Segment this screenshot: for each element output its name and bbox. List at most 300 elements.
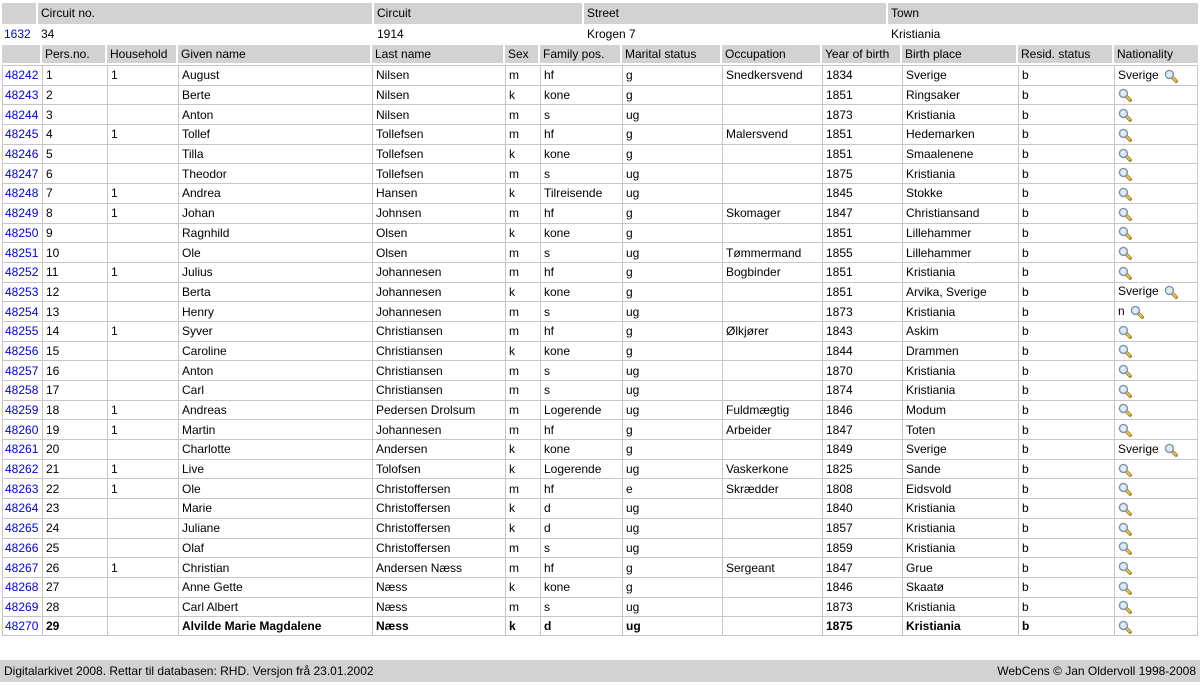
- cell-resid-status: b: [1018, 518, 1114, 538]
- table-row: [2, 183, 1198, 203]
- cell-birth-place: Kristiania: [902, 518, 1018, 538]
- column-header-nationality: Nationality: [1114, 45, 1198, 65]
- cell-birth-place: Kristiania: [902, 360, 1018, 380]
- cell-household: [107, 498, 178, 518]
- record-link[interactable]: 48267: [5, 560, 39, 575]
- cell-last-name: Næss: [372, 577, 505, 597]
- cell-occupation: Snedkersvend: [722, 65, 822, 85]
- record-id-cell: [2, 400, 42, 420]
- record-id-cell: [2, 321, 42, 341]
- cell-last-name: Olsen: [372, 242, 505, 262]
- cell-given-name: Christian: [178, 557, 372, 577]
- search-icon[interactable]: [1118, 207, 1132, 221]
- cell-sex: k: [505, 282, 540, 302]
- table-row: [2, 321, 1198, 341]
- cell-resid-status: b: [1018, 400, 1114, 420]
- cell-nationality: [1114, 577, 1198, 597]
- column-header-resid-status: Resid. status: [1018, 45, 1114, 65]
- cell-family-pos: kone: [540, 223, 622, 243]
- cell-nationality: [1114, 538, 1198, 558]
- cell-pers-no: 2: [42, 85, 107, 105]
- search-icon[interactable]: [1118, 384, 1132, 398]
- cell-pers-no: 19: [42, 419, 107, 439]
- table-row: [2, 577, 1198, 597]
- cell-circuit: 1914: [377, 27, 404, 41]
- cell-birth-year: 1875: [822, 616, 902, 636]
- record-link[interactable]: 48261: [5, 442, 39, 457]
- cell-nationality: [1114, 518, 1198, 538]
- cell-nationality: [1114, 439, 1198, 459]
- cell-occupation: [722, 538, 822, 558]
- cell-household: 1: [107, 183, 178, 203]
- cell-birth-year: 1851: [822, 223, 902, 243]
- record-id-cell: [2, 419, 42, 439]
- cell-resid-status: b: [1018, 65, 1114, 85]
- cell-household: 1: [107, 419, 178, 439]
- cell-family-pos: kone: [540, 341, 622, 361]
- search-icon[interactable]: [1118, 167, 1132, 181]
- cell-household: [107, 144, 178, 164]
- search-icon[interactable]: [1118, 502, 1132, 516]
- search-icon[interactable]: [1118, 482, 1132, 496]
- cell-resid-status: b: [1018, 597, 1114, 617]
- cell-given-name: Anton: [178, 360, 372, 380]
- search-icon[interactable]: [1164, 69, 1178, 83]
- cell-household: 1: [107, 400, 178, 420]
- cell-last-name: Christoffersen: [372, 538, 505, 558]
- record-link[interactable]: 48256: [5, 343, 39, 358]
- cell-resid-status: b: [1018, 557, 1114, 577]
- cell-pers-no: 29: [42, 616, 107, 636]
- cell-resid-status: b: [1018, 124, 1114, 144]
- cell-family-pos: s: [540, 301, 622, 321]
- search-icon[interactable]: [1118, 403, 1132, 417]
- cell-occupation: [722, 301, 822, 321]
- column-header-sex: Sex: [505, 45, 540, 65]
- cell-given-name: Berte: [178, 85, 372, 105]
- column-header-birth-year: Year of birth: [822, 45, 902, 65]
- table-row: [2, 478, 1198, 498]
- cell-marital-status: e: [622, 478, 722, 498]
- record-id-cell: [2, 597, 42, 617]
- cell-nationality: [1114, 262, 1198, 282]
- cell-birth-place: Kristiania: [902, 262, 1018, 282]
- record-id-cell: [2, 301, 42, 321]
- cell-family-pos: kone: [540, 439, 622, 459]
- search-icon[interactable]: [1118, 148, 1132, 162]
- cell-family-pos: hf: [540, 419, 622, 439]
- record-id-cell: [2, 518, 42, 538]
- cell-nationality: [1114, 400, 1198, 420]
- search-icon[interactable]: [1118, 344, 1132, 358]
- cell-given-name: Berta: [178, 282, 372, 302]
- cell-last-name: Christiansen: [372, 341, 505, 361]
- table-row: [2, 85, 1198, 105]
- cell-pers-no: 27: [42, 577, 107, 597]
- search-icon[interactable]: [1164, 443, 1178, 457]
- cell-household: [107, 163, 178, 183]
- cell-sex: m: [505, 597, 540, 617]
- cell-given-name: Andrea: [178, 183, 372, 203]
- cell-nationality: [1114, 203, 1198, 223]
- cell-birth-year: 1845: [822, 183, 902, 203]
- record-id-cell: [2, 85, 42, 105]
- record-link[interactable]: 48262: [5, 462, 39, 477]
- record-link[interactable]: 48257: [5, 363, 39, 378]
- cell-sex: m: [505, 557, 540, 577]
- record-link[interactable]: 48266: [5, 540, 39, 555]
- record-link[interactable]: 48255: [5, 324, 39, 339]
- search-icon[interactable]: [1118, 364, 1132, 378]
- table-row: [2, 203, 1198, 223]
- search-icon[interactable]: [1118, 128, 1132, 142]
- cell-last-name: Hansen: [372, 183, 505, 203]
- cell-family-pos: hf: [540, 557, 622, 577]
- search-icon[interactable]: [1118, 246, 1132, 260]
- cell-last-name: Nilsen: [372, 104, 505, 124]
- cell-resid-status: b: [1018, 459, 1114, 479]
- record-link[interactable]: 48253: [5, 284, 39, 299]
- cell-household: [107, 85, 178, 105]
- cell-birth-year: 1846: [822, 577, 902, 597]
- column-header-street: Street: [584, 3, 888, 24]
- cell-family-pos: hf: [540, 65, 622, 85]
- cell-marital-status: ug: [622, 616, 722, 636]
- cell-given-name: Martin: [178, 419, 372, 439]
- cell-birth-place: Kristiania: [902, 104, 1018, 124]
- search-icon[interactable]: [1118, 463, 1132, 477]
- cell-marital-status: ug: [622, 459, 722, 479]
- search-icon[interactable]: [1118, 187, 1132, 201]
- cell-marital-status: g: [622, 341, 722, 361]
- column-header-family-pos: Family pos.: [540, 45, 622, 65]
- record-link[interactable]: 48268: [5, 580, 39, 595]
- persons-table: [2, 45, 1198, 636]
- cell-given-name: Theodor: [178, 163, 372, 183]
- cell-sex: m: [505, 203, 540, 223]
- cell-nationality: [1114, 341, 1198, 361]
- column-header-town: Town: [888, 3, 1198, 24]
- search-icon[interactable]: [1118, 522, 1132, 536]
- cell-pers-no: 3: [42, 104, 107, 124]
- cell-family-pos: Logerende: [540, 400, 622, 420]
- cell-resid-status: b: [1018, 301, 1114, 321]
- cell-marital-status: g: [622, 282, 722, 302]
- cell-family-pos: kone: [540, 282, 622, 302]
- cell-given-name: Ole: [178, 242, 372, 262]
- record-id-cell: [2, 478, 42, 498]
- cell-last-name: Tollefsen: [372, 163, 505, 183]
- cell-nationality: [1114, 124, 1198, 144]
- cell-pers-no: 21: [42, 459, 107, 479]
- search-icon[interactable]: [1130, 305, 1144, 319]
- table-row: [2, 419, 1198, 439]
- record-id-cell: [2, 557, 42, 577]
- cell-nationality: [1114, 104, 1198, 124]
- cell-household: [107, 341, 178, 361]
- record-id-cell: [2, 104, 42, 124]
- cell-given-name: Marie: [178, 498, 372, 518]
- record-link[interactable]: 48250: [5, 225, 39, 240]
- cell-household: 1: [107, 65, 178, 85]
- cell-occupation: [722, 183, 822, 203]
- record-link[interactable]: 48249: [5, 206, 39, 221]
- cell-pers-no: 13: [42, 301, 107, 321]
- record-link[interactable]: 48263: [5, 481, 39, 496]
- cell-household: [107, 360, 178, 380]
- cell-resid-status: b: [1018, 360, 1114, 380]
- column-header-circuit-no: Circuit no.: [38, 3, 374, 24]
- cell-nationality: [1114, 85, 1198, 105]
- record-link[interactable]: 48265: [5, 521, 39, 536]
- search-icon[interactable]: [1118, 226, 1132, 240]
- cell-pers-no: 7: [42, 183, 107, 203]
- search-icon[interactable]: [1118, 600, 1132, 614]
- cell-given-name: Anne Gette: [178, 577, 372, 597]
- cell-last-name: Næss: [372, 597, 505, 617]
- cell-birth-place: Hedemarken: [902, 124, 1018, 144]
- cell-nationality: [1114, 65, 1198, 85]
- cell-resid-status: b: [1018, 104, 1114, 124]
- cell-family-pos: hf: [540, 203, 622, 223]
- record-link[interactable]: 48248: [5, 186, 39, 201]
- cell-given-name: Carl Albert: [178, 597, 372, 617]
- cell-nationality: [1114, 557, 1198, 577]
- cell-sex: k: [505, 223, 540, 243]
- cell-birth-place: Lillehammer: [902, 223, 1018, 243]
- cell-birth-place: Kristiania: [902, 380, 1018, 400]
- cell-given-name: August: [178, 65, 372, 85]
- record-link[interactable]: 48264: [5, 501, 39, 516]
- cell-nationality: [1114, 380, 1198, 400]
- cell-household: [107, 301, 178, 321]
- table-row: [2, 400, 1198, 420]
- cell-birth-place: Eidsvold: [902, 478, 1018, 498]
- cell-given-name: Alvilde Marie Magdalene: [178, 616, 372, 636]
- cell-marital-status: g: [622, 203, 722, 223]
- cell-marital-status: g: [622, 124, 722, 144]
- cell-birth-place: Kristiania: [902, 538, 1018, 558]
- cell-birth-place: Sverige: [902, 439, 1018, 459]
- search-icon[interactable]: [1118, 561, 1132, 575]
- cell-sex: m: [505, 419, 540, 439]
- record-link[interactable]: 48254: [5, 304, 39, 319]
- record-link[interactable]: 48260: [5, 422, 39, 437]
- cell-resid-status: b: [1018, 262, 1114, 282]
- cell-marital-status: g: [622, 439, 722, 459]
- record-id-cell: [2, 439, 42, 459]
- search-icon[interactable]: [1118, 266, 1132, 280]
- circuit-header-row: [2, 3, 1198, 24]
- record-id-cell: [2, 65, 42, 85]
- cell-sex: m: [505, 104, 540, 124]
- cell-marital-status: ug: [622, 400, 722, 420]
- cell-household: 1: [107, 459, 178, 479]
- cell-birth-year: 1840: [822, 498, 902, 518]
- search-icon[interactable]: [1118, 423, 1132, 437]
- search-icon[interactable]: [1118, 581, 1132, 595]
- cell-birth-year: 1851: [822, 282, 902, 302]
- circuit-table: [2, 3, 1198, 44]
- record-id-cell: [2, 341, 42, 361]
- cell-sex: m: [505, 242, 540, 262]
- footer-credit-right: WebCens © Jan Oldervoll 1998-2008: [997, 663, 1196, 678]
- cell-given-name: Ole: [178, 478, 372, 498]
- cell-nationality: [1114, 419, 1198, 439]
- cell-birth-year: 1847: [822, 419, 902, 439]
- cell-birth-place: Modum: [902, 400, 1018, 420]
- cell-resid-status: b: [1018, 321, 1114, 341]
- cell-nationality: [1114, 144, 1198, 164]
- cell-family-pos: kone: [540, 85, 622, 105]
- search-icon[interactable]: [1164, 285, 1178, 299]
- cell-household: [107, 104, 178, 124]
- cell-last-name: Næss: [372, 616, 505, 636]
- cell-resid-status: b: [1018, 223, 1114, 243]
- record-link[interactable]: 48243: [5, 88, 39, 103]
- search-icon[interactable]: [1118, 88, 1132, 102]
- cell-resid-status: b: [1018, 577, 1114, 597]
- nationality-text: n: [1118, 304, 1125, 319]
- cell-sex: m: [505, 163, 540, 183]
- cell-last-name: Olsen: [372, 223, 505, 243]
- column-header-household: Household: [107, 45, 178, 65]
- cell-birth-place: Kristiania: [902, 498, 1018, 518]
- cell-sex: m: [505, 400, 540, 420]
- cell-birth-place: Kristiania: [902, 616, 1018, 636]
- persons-corner-cell: [2, 45, 42, 65]
- record-link[interactable]: 48258: [5, 383, 39, 398]
- cell-marital-status: g: [622, 419, 722, 439]
- search-icon[interactable]: [1118, 108, 1132, 122]
- cell-birth-place: Ringsaker: [902, 85, 1018, 105]
- circuit-corner-cell: [2, 3, 38, 24]
- table-row: [2, 301, 1198, 321]
- table-row: [2, 360, 1198, 380]
- record-id-cell: [2, 282, 42, 302]
- cell-marital-status: ug: [622, 163, 722, 183]
- cell-resid-status: b: [1018, 85, 1114, 105]
- record-link[interactable]: 48244: [5, 107, 39, 122]
- cell-birth-year: 1855: [822, 242, 902, 262]
- record-link[interactable]: 48245: [5, 127, 39, 142]
- record-id-cell: [2, 163, 42, 183]
- cell-pers-no: 8: [42, 203, 107, 223]
- cell-resid-status: b: [1018, 498, 1114, 518]
- cell-birth-place: Kristiania: [902, 597, 1018, 617]
- cell-marital-status: ug: [622, 301, 722, 321]
- cell-last-name: Christiansen: [372, 380, 505, 400]
- record-id-cell: [2, 498, 42, 518]
- record-id-cell: [2, 577, 42, 597]
- cell-last-name: Johnsen: [372, 203, 505, 223]
- circuit-record-link[interactable]: 1632: [4, 27, 31, 41]
- cell-household: 1: [107, 203, 178, 223]
- cell-family-pos: s: [540, 538, 622, 558]
- cell-resid-status: b: [1018, 419, 1114, 439]
- cell-sex: k: [505, 341, 540, 361]
- cell-occupation: Skomager: [722, 203, 822, 223]
- cell-pers-no: 28: [42, 597, 107, 617]
- cell-occupation: [722, 518, 822, 538]
- cell-given-name: Olaf: [178, 538, 372, 558]
- cell-occupation: [722, 85, 822, 105]
- cell-birth-place: Skaatø: [902, 577, 1018, 597]
- search-icon[interactable]: [1118, 325, 1132, 339]
- cell-household: 1: [107, 557, 178, 577]
- circuit-value-row: [2, 24, 1198, 44]
- cell-pers-no: 1: [42, 65, 107, 85]
- cell-birth-place: Kristiania: [902, 163, 1018, 183]
- cell-family-pos: kone: [540, 144, 622, 164]
- persons-tbody: [2, 65, 1198, 636]
- record-id-cell: [2, 538, 42, 558]
- cell-last-name: Nilsen: [372, 65, 505, 85]
- cell-birth-year: 1851: [822, 144, 902, 164]
- cell-household: 1: [107, 321, 178, 341]
- cell-resid-status: b: [1018, 163, 1114, 183]
- record-link[interactable]: 48269: [5, 599, 39, 614]
- cell-sex: k: [505, 459, 540, 479]
- cell-occupation: [722, 498, 822, 518]
- record-link[interactable]: 48252: [5, 265, 39, 280]
- cell-occupation: Skrædder: [722, 478, 822, 498]
- cell-family-pos: s: [540, 163, 622, 183]
- cell-birth-year: 1870: [822, 360, 902, 380]
- cell-birth-place: Sande: [902, 459, 1018, 479]
- record-id-cell: [2, 144, 42, 164]
- search-icon[interactable]: [1118, 620, 1132, 634]
- cell-given-name: Juliane: [178, 518, 372, 538]
- table-row: [2, 557, 1198, 577]
- cell-birth-year: 1851: [822, 262, 902, 282]
- table-row: [2, 597, 1198, 617]
- cell-sex: m: [505, 65, 540, 85]
- cell-birth-year: 1849: [822, 439, 902, 459]
- cell-birth-place: Kristiania: [902, 301, 1018, 321]
- record-link[interactable]: 48259: [5, 403, 39, 418]
- cell-marital-status: ug: [622, 518, 722, 538]
- nationality-text: Sverige: [1118, 441, 1159, 456]
- record-link[interactable]: 48270: [5, 619, 39, 634]
- cell-sex: k: [505, 518, 540, 538]
- footer-credit-left: Digitalarkivet 2008. Rettar til databasen: RHD. Versjon frå 23.01.2002: [4, 663, 374, 678]
- search-icon[interactable]: [1118, 541, 1132, 555]
- cell-marital-status: ug: [622, 597, 722, 617]
- cell-last-name: Christiansen: [372, 321, 505, 341]
- cell-last-name: Andersen Næss: [372, 557, 505, 577]
- cell-occupation: [722, 616, 822, 636]
- record-link[interactable]: 48251: [5, 245, 39, 260]
- record-link[interactable]: 48242: [5, 68, 39, 83]
- table-row: [2, 163, 1198, 183]
- cell-last-name: Christoffersen: [372, 518, 505, 538]
- cell-family-pos: hf: [540, 124, 622, 144]
- cell-sex: m: [505, 262, 540, 282]
- table-row: [2, 498, 1198, 518]
- cell-occupation: [722, 360, 822, 380]
- cell-occupation: Bogbinder: [722, 262, 822, 282]
- record-link[interactable]: 48247: [5, 166, 39, 181]
- cell-marital-status: ug: [622, 538, 722, 558]
- cell-last-name: Tolofsen: [372, 459, 505, 479]
- cell-marital-status: g: [622, 223, 722, 243]
- cell-occupation: Ølkjører: [722, 321, 822, 341]
- cell-last-name: Andersen: [372, 439, 505, 459]
- record-id-cell: [2, 223, 42, 243]
- cell-family-pos: Logerende: [540, 459, 622, 479]
- record-link[interactable]: 48246: [5, 147, 39, 162]
